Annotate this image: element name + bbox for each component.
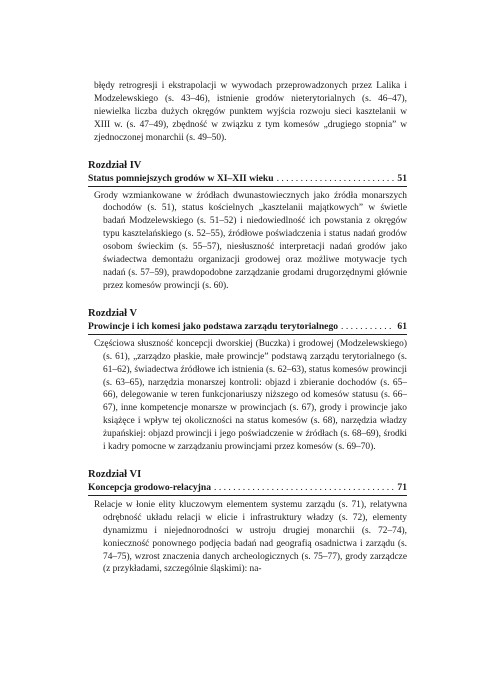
chapter-5-label: Rozdział V [88, 307, 138, 319]
chapter-4-toc-line [88, 172, 407, 187]
chapter-4-page: 51 [397, 172, 407, 184]
chapter-6-page: 71 [397, 481, 407, 493]
chapter-4-description: Grody wzmiankowane w źródłach dwunastowiecznych jako źródła monarszych dochodów (s. 51), status kościelnych „kasztelanii majątkowych” w świetle badań Modzelewskiego (s. 51–52) i niedowiedlność ich powstania z okręgów typu kasztelańskiego (s. 52–55), źródłowe poświadczenia i status nadań grodów osobom świeckim (s. 55–57), niesłuszność interpretacji nadań grodów jako świadectwa demontażu organizacji grodowej oraz możliwe motywacje tych nadań (s. 57–59), prawdopodobne zarządzanie grodami drugorzędnymi głównie przez komesów prowincji (s. 60). [94, 190, 407, 291]
chapter-6-description: Relacje w łonie elity kluczowym elementem systemu zarządu (s. 71), relatywna odrębność układu relacji w elicie i infrastruktury władzy (s. 72), elementy dynamizmu i niejednorodności w ustroju drugiej monarchii (s. 72–74), konieczność ponownego podjęcia badań nad geografią osadnictwa i zarządu (s. 74–75), wzrost znaczenia danych archeologicznych (s. 75–77), grody zarządcze (z przykładami, szczególnie śląskimi): na- [94, 499, 407, 575]
chapter-4-title: Status pomniejszych grodów w XI–XII wieku [88, 172, 274, 184]
text-column [88, 80, 407, 576]
leader-dots [277, 172, 395, 185]
chapter-6-title: Koncepcja grodowo-relacyjna [88, 481, 212, 493]
chapter-6-toc-line [88, 481, 407, 496]
chapter-5-description: Częściowa słuszność koncepcji dworskiej (Buczka) i grodowej (Modzelewskiego) (s. 61), „zarządzo płaskie, małe prowincje” podstawą zarządu terytorialnego (s. 61–62), świadectwa źródłowe ich istnienia (s. 62–63), status komesów prowincji (s. 63–65), narzędzia monarszej kontroli: objazd i zbieranie dochodów (s. 65–66), delegowanie w teren funkcjonariuszy niższego od komesów statusu (s. 66–67), inne kompetencje monarsze w prowincjach (s. 67), grody i prowincje jako książęce i wpływ tej okoliczności na status komesów (s. 68), narzędzia władzy żupańskiej: objazd prowincji i jego poświadczenie w źródłach (s. 68–69), środki i kadry pomocne w zarządzaniu prowincjami przez komesów (s. 69–70). [94, 338, 407, 453]
leader-dots [214, 481, 394, 494]
chapter-5-toc-line [88, 320, 407, 335]
chapter-6-label: Rozdział VI [88, 468, 142, 480]
leader-dots [341, 320, 394, 333]
chapter-4-label: Rozdział IV [88, 159, 142, 171]
intro-paragraph: błędy retrogresji i ekstrapolacji w wywodach przeprowadzonych przez Lalika i Modzelewskiego (s. 43–46), istnienie grodów nieterytorialnych (s. 46–47), niewielka liczba dużych okręgów punktem wyjścia rozwoju sieci kasztelanii w XIII w. (s. 47–49), zbędność w związku z tym komesów „drugiego stopnia” w zjednoczonej monarchii (s. 49–50). [94, 81, 407, 143]
chapter-5-page: 61 [397, 320, 407, 332]
chapter-5-title: Prowincje i ich komesi jako podstawa zarządu terytorialnego [88, 320, 339, 332]
